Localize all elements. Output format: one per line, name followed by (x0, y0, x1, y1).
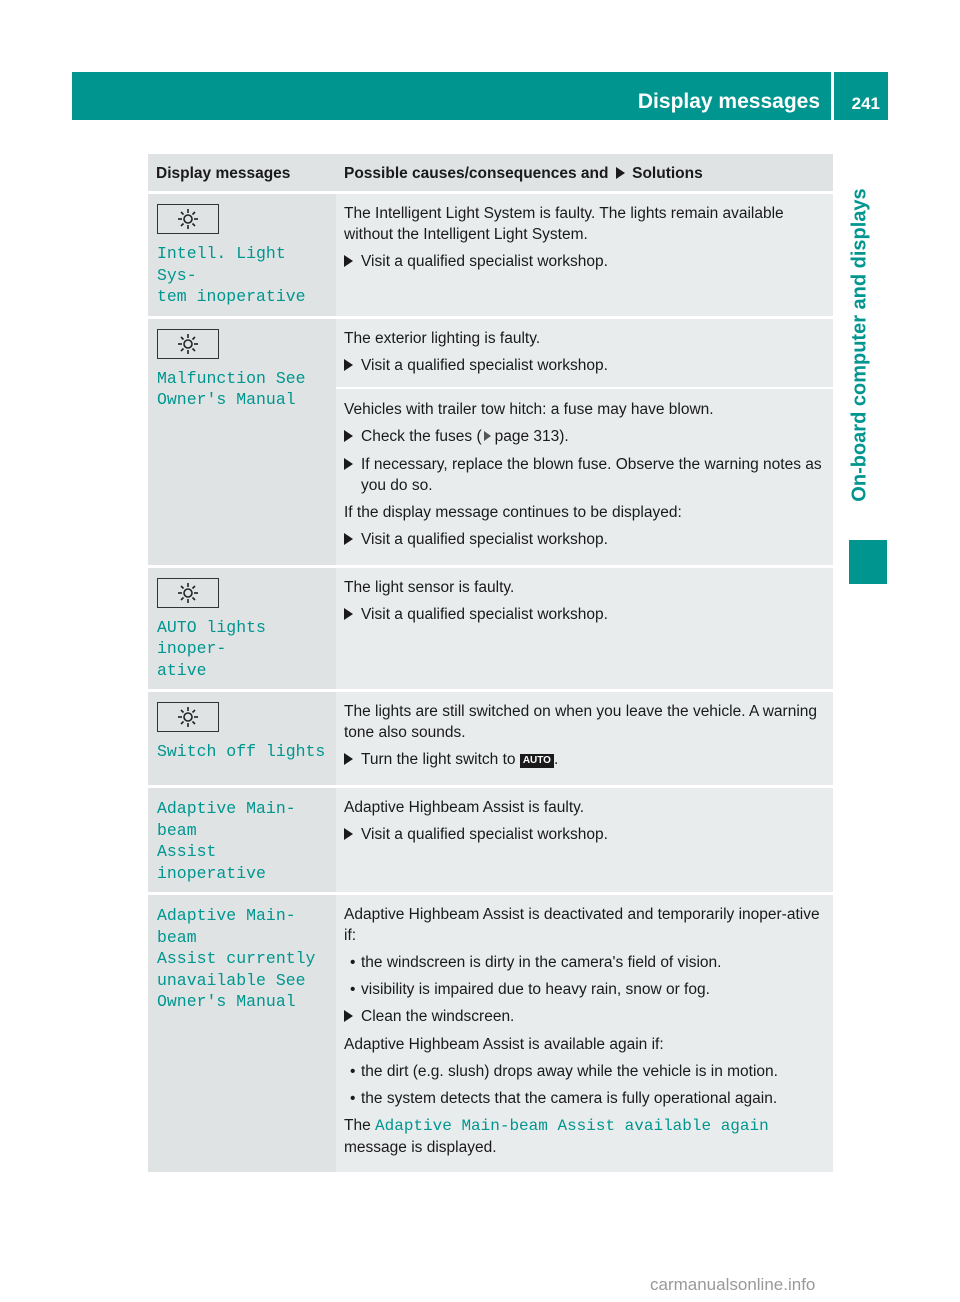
col-header-solutions (336, 154, 833, 193)
solution-step (344, 426, 827, 448)
message-cell (148, 317, 336, 566)
solution-step (344, 454, 827, 496)
cause-text: If the display message continues to be displayed: (344, 503, 682, 521)
display-message-text: Adaptive Main-beam Assist currently unavailable See Owner's Manual (157, 906, 316, 1011)
step-text-end: . (553, 751, 559, 768)
step-arrow-icon (344, 753, 353, 765)
bullet-text: visibility is impaired due to heavy rain, snow or fog. (361, 981, 710, 998)
display-message-text: AUTO lights inoper‐ ative (157, 617, 266, 680)
header-divider (831, 72, 834, 120)
header-bar (72, 72, 888, 120)
cause-text: Vehicles with trailer tow hitch: a fuse may have blown. (344, 400, 714, 418)
step-arrow-icon (344, 359, 353, 371)
step-arrow-icon (344, 458, 353, 470)
step-arrow-icon (344, 255, 353, 267)
exterior-lamp-icon (157, 204, 219, 234)
display-message-text: Switch off lights (157, 742, 326, 761)
display-message-text: Intell. Light Sys‐ tem inoperative (157, 244, 306, 306)
message-cell (148, 566, 336, 691)
solution-step (344, 251, 827, 273)
bullet-item: • visibility is impaired due to heavy rain, snow or fog. (350, 981, 710, 998)
bullet-text: the system detects that the camera is fully operational again. (361, 1090, 778, 1107)
message-cell (148, 787, 336, 894)
step-arrow-icon (344, 533, 353, 545)
final-note (344, 1115, 827, 1158)
page-reference-link[interactable]: page 313). (494, 427, 569, 445)
page-title: Display messages (637, 90, 820, 113)
cause-text: The exterior lighting is faulty. (344, 329, 541, 347)
solution-step (344, 529, 827, 551)
solution-cell (336, 317, 833, 566)
final-note-start: The (344, 1117, 371, 1134)
page-reference-icon (484, 431, 491, 441)
step-arrow-icon (344, 608, 353, 620)
cause-text: Adaptive Highbeam Assist is faulty. (344, 799, 585, 816)
page-number: 241 (851, 94, 880, 113)
solution-cell (336, 787, 833, 894)
table-row (148, 566, 833, 691)
message-cell (148, 193, 336, 318)
solution-cell (336, 691, 833, 787)
cause-text: The light sensor is faulty. (344, 578, 515, 596)
solution-cell (336, 894, 833, 1173)
step-arrow-icon (344, 430, 353, 442)
step-arrow-icon (344, 828, 353, 840)
solution-step (344, 1006, 827, 1028)
inline-display-message: Adaptive Main-beam Assist available again (375, 1117, 769, 1135)
solution-cell (336, 193, 833, 318)
cause-text: The lights are still switched on when you leave the vehicle. A warning tone also sounds. (344, 703, 818, 741)
step-text: Visit a qualified specialist workshop. (361, 605, 608, 623)
auto-light-switch-icon: AUTO (520, 754, 554, 768)
message-cell (148, 691, 336, 787)
table-row (148, 193, 833, 318)
display-message-text: Malfunction See Owner's Manual (157, 368, 306, 409)
final-note-end: message is displayed. (344, 1139, 497, 1156)
exterior-lamp-icon (157, 329, 219, 359)
table-row (148, 317, 833, 566)
cause-text: The Intelligent Light System is faulty. The lights remain available without the Intelligent Light System. (344, 205, 784, 243)
exterior-lamp-icon (157, 578, 219, 608)
bullet-item: • the windscreen is dirty in the camera's field of vision. (350, 954, 722, 971)
step-text: Visit a qualified specialist workshop. (361, 826, 608, 843)
message-cell (148, 894, 336, 1173)
solution-step (344, 824, 827, 846)
step-text: If necessary, replace the blown fuse. Observe the warning notes as you do so. (361, 455, 822, 494)
watermark: carmanualsonline.info (650, 1275, 816, 1294)
divider (336, 387, 833, 389)
step-text: Visit a qualified specialist workshop. (361, 530, 608, 548)
step-text: Visit a qualified specialist workshop. (361, 253, 608, 270)
solution-step (344, 604, 827, 626)
solution-step (344, 749, 827, 771)
side-tab-marker (849, 540, 887, 584)
bullet-item: • the dirt (e.g. slush) drops away while the vehicle is in motion. (350, 1063, 778, 1080)
col-header-messages: Display messages (148, 154, 336, 193)
bullet-text: the dirt (e.g. slush) drops away while the vehicle is in motion. (361, 1063, 778, 1080)
table-row (148, 894, 833, 1173)
table-row (148, 691, 833, 787)
cause-text: Adaptive Highbeam Assist is deactivated and temporarily inoper‐ative if: (344, 906, 820, 944)
cause-text: Adaptive Highbeam Assist is available again if: (344, 1036, 664, 1053)
triangle-arrow-icon (616, 167, 625, 179)
display-messages-table (148, 154, 833, 1172)
step-text: Check the fuses ( (361, 427, 482, 445)
col-header-solutions-label: Solutions (632, 165, 703, 182)
step-text: Turn the light switch to (361, 751, 516, 768)
step-arrow-icon (344, 1010, 353, 1022)
side-tab-label: On-board computer and displays (848, 188, 871, 502)
exterior-lamp-icon (157, 702, 219, 732)
step-text: Visit a qualified specialist workshop. (361, 356, 608, 374)
bullet-item: • the system detects that the camera is fully operational again. (350, 1090, 778, 1107)
solution-step (344, 355, 827, 377)
table-row (148, 787, 833, 894)
display-message-text: Adaptive Main-beam Assist inoperative (157, 799, 296, 883)
solution-cell (336, 566, 833, 691)
side-tab (835, 160, 885, 530)
bullet-text: the windscreen is dirty in the camera's field of vision. (361, 954, 722, 971)
col-header-causes-label: Possible causes/consequences and (344, 165, 609, 182)
table-header-row (148, 154, 833, 193)
step-text: Clean the windscreen. (361, 1008, 515, 1025)
